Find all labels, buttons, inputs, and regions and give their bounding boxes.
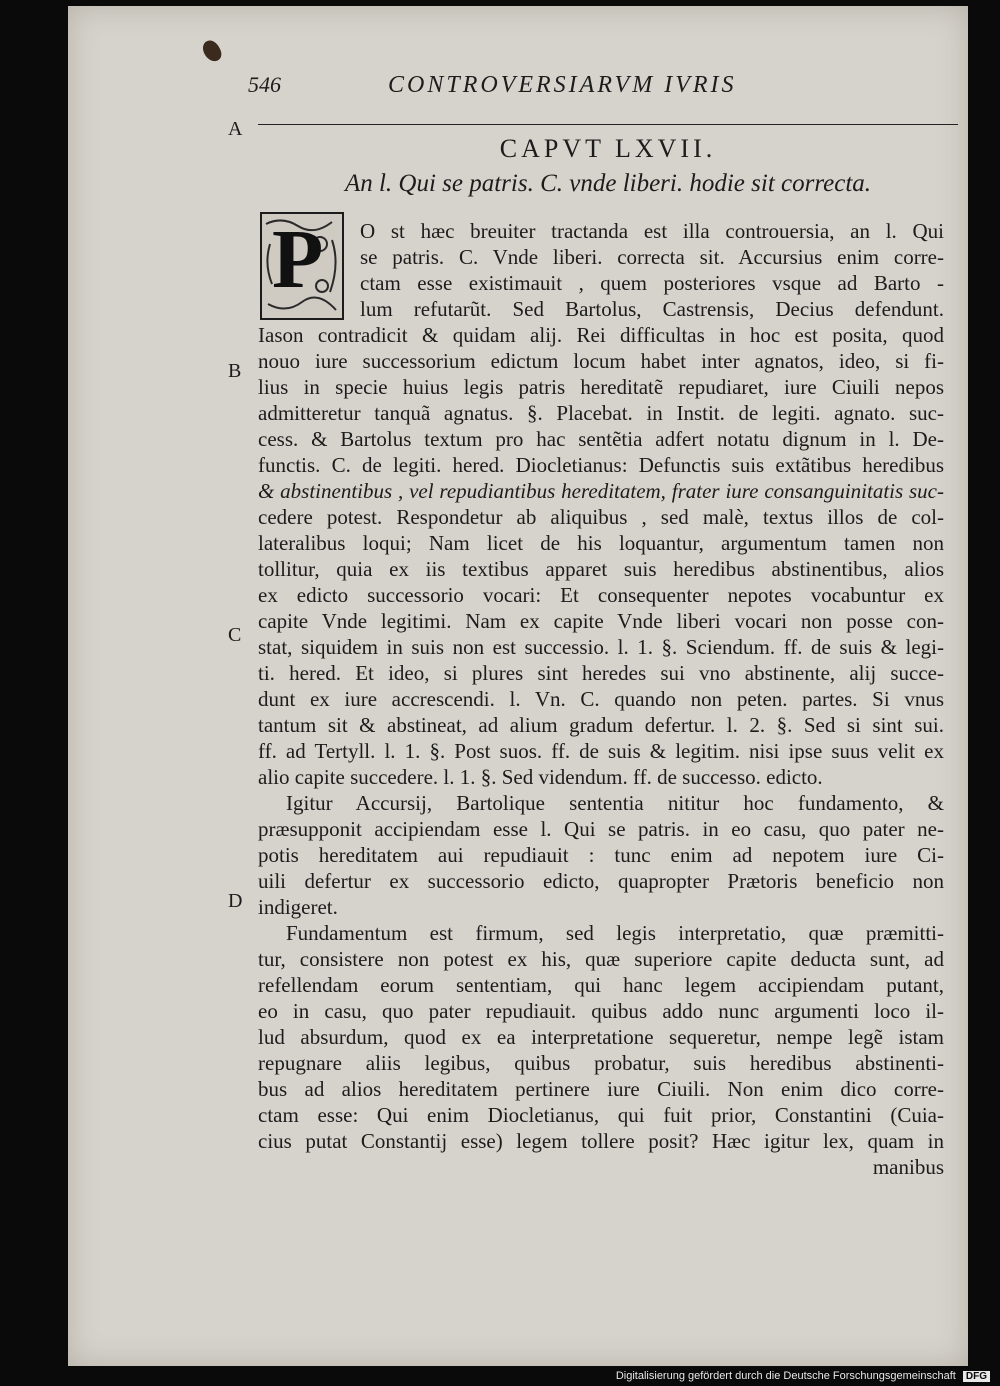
ink-stain (200, 37, 225, 64)
text-line: alio capite succedere. l. 1. §. Sed videndum. ff. de successo. edicto. (258, 765, 823, 789)
text-line: ti. hered. Et ideo, si plures sint heredes sui vno abstinente, alij succe- (258, 661, 944, 685)
text-line: ctam esse existimauit , quem posteriores vsque ad Barto - (360, 271, 944, 295)
text-line: nouo iure successorium edictum locum habet inter agnatos, ideo, si fi- (258, 349, 944, 373)
chapter-subtitle: An l. Qui se patris. C. vnde liberi. hodie sit correcta. (344, 170, 872, 197)
text-line: lud absurdum, quod ex ea interpretatione sequeretur, nempe legẽ istam (258, 1025, 944, 1049)
text-line: se patris. C. Vnde liberi. correcta sit. Accursius enim corre- (360, 245, 944, 269)
digitization-footer (616, 1370, 990, 1382)
text-line: O st hæc breuiter tractanda est illa controuersia, an l. Qui (360, 219, 944, 243)
text-line: ex edicto successorio vocari: Et consequenter nepotes vocabuntur ex (258, 583, 944, 607)
text-line: bus ad alios hereditatem pertinere iure Ciuili. Non enim dico corre- (258, 1077, 944, 1101)
running-title: CONTROVERSIARVM IVRIS (388, 72, 737, 98)
text-line: Iason contradicit & quidam alij. Rei difficultas in hoc est posita, quod (258, 323, 944, 347)
text-line: cius putat Constantij esse) legem tollere posit? Hæc igitur lex, quam in (258, 1129, 944, 1153)
text-line: uili defertur ex successorio edicto, quapropter Prætoris beneficio non (258, 869, 944, 893)
text-line: lius in specie huius legis patris hereditatẽ repudiaret, iure Ciuili nepos (258, 375, 944, 399)
text-line: lateralibus loqui; Nam licet de his loquantur, argumentum tamen non (258, 531, 944, 555)
text-line: ctam esse: Qui enim Diocletianus, qui fuit prior, Constantini (Cuia- (258, 1103, 944, 1127)
text-line: Fundamentum est firmum, sed legis interpretatio, quæ præmitti- (286, 921, 944, 945)
text-line: lum refutarũt. Sed Bartolus, Castrensis, Decius defendunt. (360, 297, 944, 321)
text-line: cedere potest. Respondetur ab aliquibus , sed malè, textus illos de col- (258, 505, 944, 529)
margin-letter-d: D (228, 890, 243, 912)
drop-cap-letter: P (272, 213, 324, 306)
text-line: potis hereditatem aui repudiauit : tunc enim ad nepotem iure Ci- (258, 843, 944, 867)
text-line: cess. & Bartolus textum pro hac sentẽtia adfert notatu dignum in l. De- (258, 427, 944, 451)
text-line: eo in casu, quo pater repudiauit. quibus addo nunc argumenti loco il- (258, 999, 944, 1023)
margin-letter-c: C (228, 624, 242, 646)
text-line: refellendam eorum sententiam, qui hanc legem accipiendam putant, (258, 973, 944, 997)
text-line: Igitur Accursij, Bartolique sententia nititur hoc fundamento, & (286, 791, 944, 815)
text-line: & abstinentibus , vel repudiantibus hereditatem, frater iure consanguinitatis suc- (258, 479, 944, 503)
text-line: ff. ad Tertyll. l. 1. §. Post suos. ff. de suis & legitim. nisi ipse suus velit ex (258, 739, 944, 763)
text-line: indigeret. (258, 895, 338, 919)
text-line: repugnare aliis legibus, quibus probatur, suis heredibus abstinenti- (258, 1051, 944, 1075)
page-number: 546 (248, 72, 281, 97)
footer-text: Digitalisierung gefördert durch die Deutsche Forschungsgemeinschaft (615, 1370, 956, 1382)
text-line: tollitur, quia ex iis textibus apparet suis heredibus abstinentibus, alios (258, 557, 944, 581)
text-line: dunt ex iure accrescendi. l. Vn. C. quando non peten. partes. Si vnus (258, 687, 944, 711)
text-line: admitteretur tanquã agnatus. §. Placebat. in Instit. de legiti. agnato. suc- (258, 401, 944, 425)
text-line: præsupponit accipiendam esse l. Qui se patris. in eo casu, quo pater ne- (258, 817, 944, 841)
text-line: tantum sit & abstineat, ad alium gradum defertur. l. 2. §. Sed si sint sui. (258, 713, 944, 737)
text-line: stat, siquidem in suis non est successio. l. 1. §. Sciendum. ff. de suis & legi- (258, 635, 944, 659)
header-rule (258, 124, 958, 125)
margin-letter-a: A (228, 118, 243, 140)
dfg-logo: DFG (963, 1371, 990, 1382)
book-page (68, 6, 968, 1366)
text-line: tur, consistere non potest ex his, quæ superiore capite deducta sunt, ad (258, 947, 944, 971)
margin-letter-b: B (228, 360, 242, 382)
text-line: capite Vnde legitimi. Nam ex capite Vnde liberi vocari non posse con- (258, 609, 944, 633)
catchword: manibus (872, 1155, 944, 1179)
text-line: functis. C. de legiti. hered. Diocletianus: Defunctis suis extãtibus heredibus (258, 453, 944, 477)
decorated-initial (260, 212, 344, 320)
chapter-title: CAPVT LXVII. (499, 134, 717, 163)
